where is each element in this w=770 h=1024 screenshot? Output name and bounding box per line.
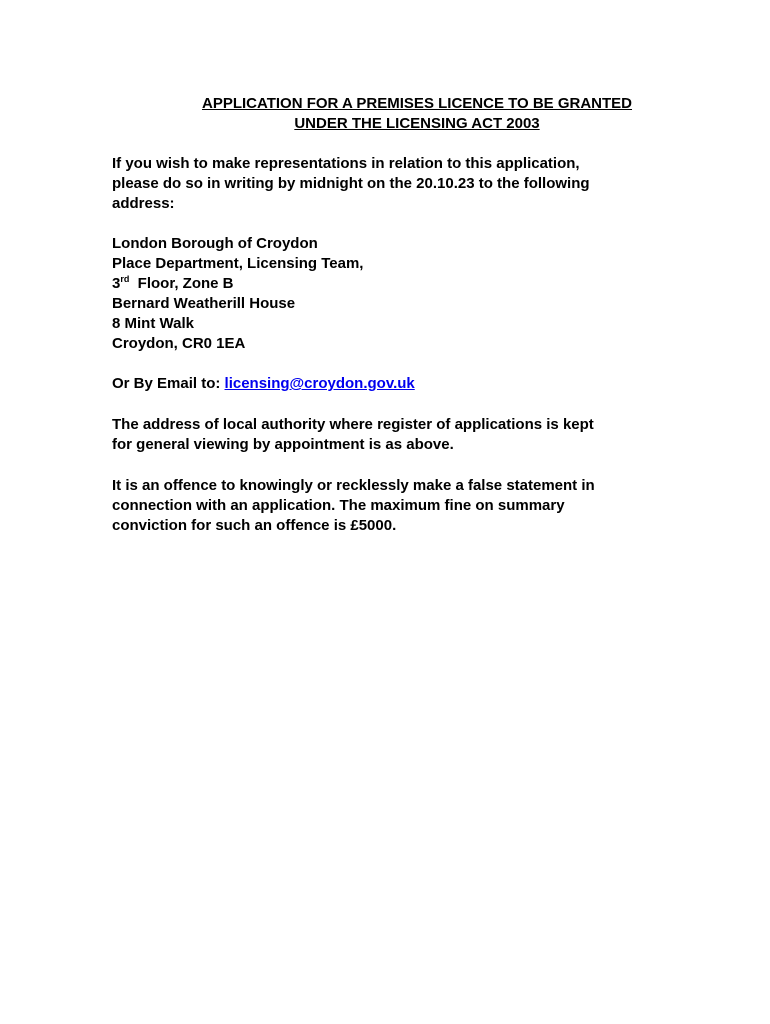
document-title-line-1: APPLICATION FOR A PREMISES LICENCE TO BE GRANTED xyxy=(201,95,633,112)
register-line-1: The address of local authority where register of applications is kept xyxy=(112,416,594,433)
floor-number: 3 xyxy=(112,275,121,292)
address-line-3 xyxy=(112,274,712,294)
email-paragraph xyxy=(112,374,712,394)
address-line-6: Croydon, CR0 1EA xyxy=(112,335,246,352)
address-line-1: London Borough of Croydon xyxy=(112,235,318,252)
register-paragraph xyxy=(112,415,712,455)
email-link[interactable]: licensing@croydon.gov.uk xyxy=(224,375,415,392)
offence-line-3: conviction for such an offence is £5000. xyxy=(112,517,397,534)
floor-zone: Floor, Zone B xyxy=(129,275,234,292)
intro-line-1: If you wish to make representations in relation to this application, xyxy=(112,155,580,172)
document-title-line-2: UNDER THE LICENSING ACT 2003 xyxy=(294,115,540,132)
register-line-2: for general viewing by appointment is as above. xyxy=(112,436,454,453)
address-line-2: Place Department, Licensing Team, xyxy=(112,255,364,272)
address-line-5: 8 Mint Walk xyxy=(112,315,194,332)
email-line xyxy=(112,374,712,394)
offence-line-2: connection with an application. The maximum fine on summary xyxy=(112,497,565,514)
intro-line-3: address: xyxy=(112,195,175,212)
offence-line-1: It is an offence to knowingly or recklessly make a false statement in xyxy=(112,477,595,494)
floor-ordinal-suffix: rd xyxy=(120,274,130,284)
address-line-4: Bernard Weatherill House xyxy=(112,295,296,312)
offence-paragraph xyxy=(112,476,712,536)
email-label: Or By Email to: xyxy=(112,375,225,392)
postal-address xyxy=(112,234,712,354)
intro-paragraph xyxy=(112,154,712,214)
intro-line-2: please do so in writing by midnight on the 20.10.23 to the following xyxy=(112,175,590,192)
